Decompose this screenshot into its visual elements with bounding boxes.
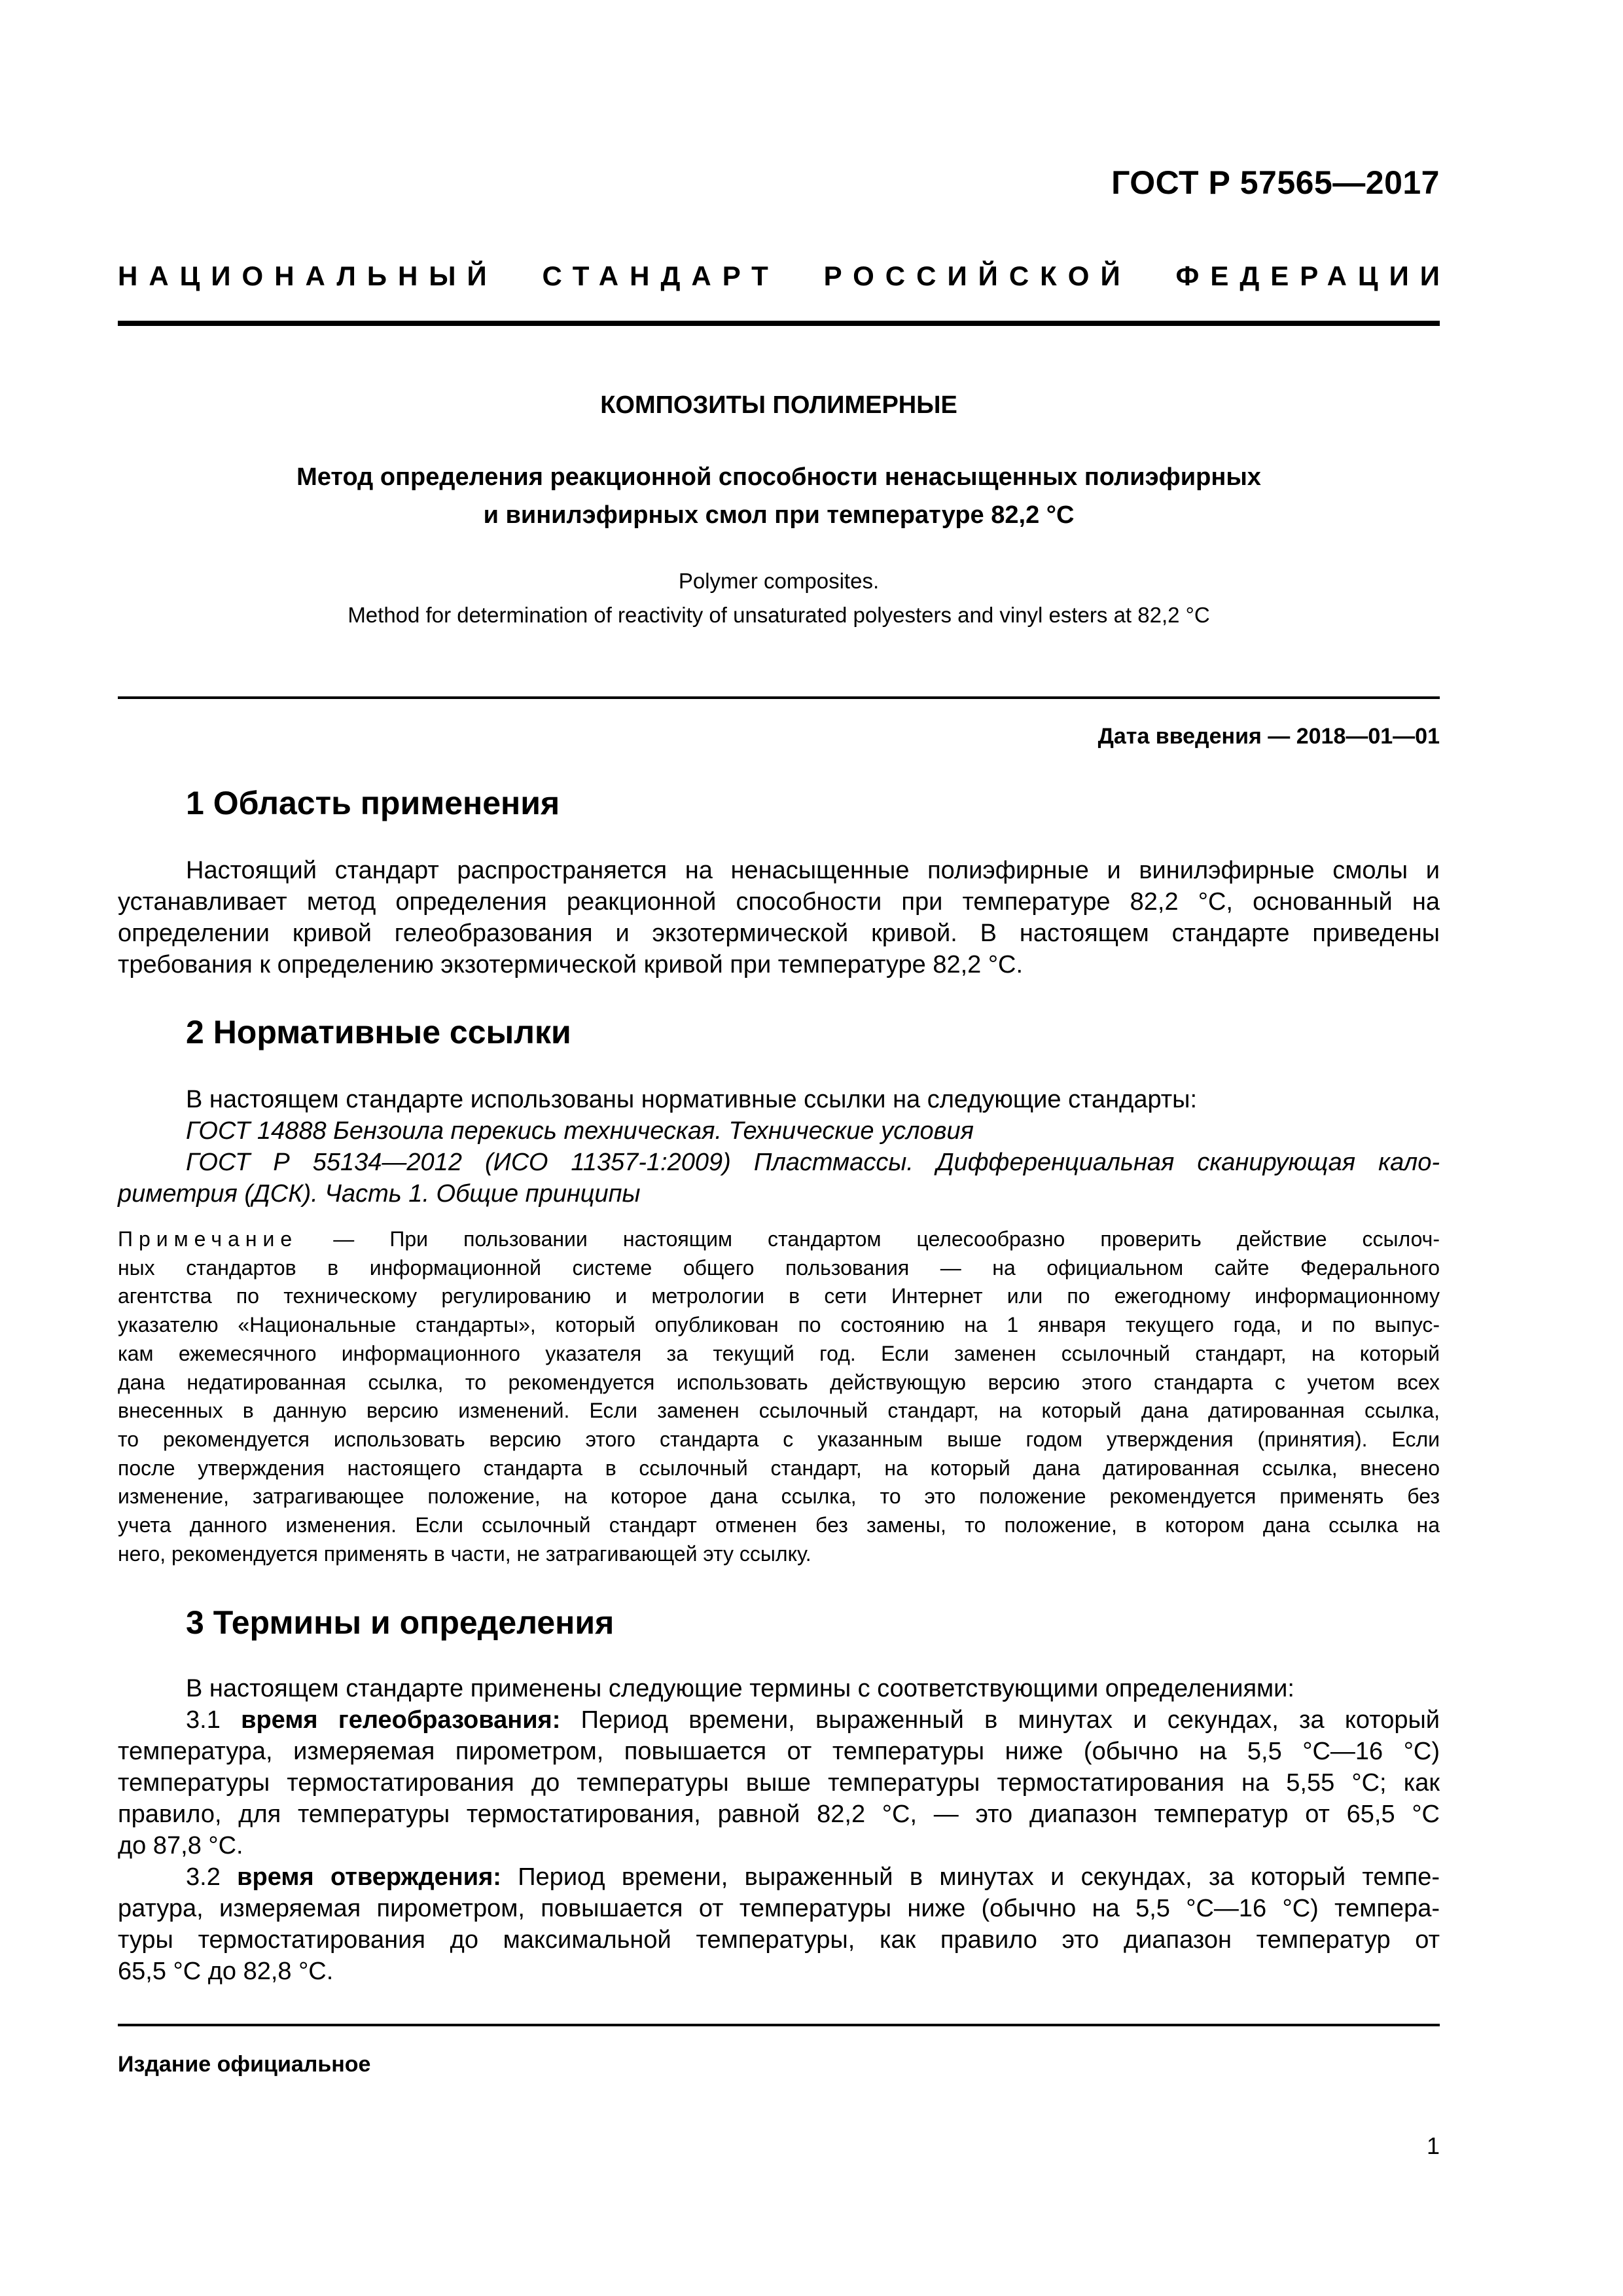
- english-title-line: Method for determination of reactivity of unsaturated polyesters and vinyl esters at 82,2 °C: [348, 603, 1210, 627]
- section-3-heading: 3 Термины и определения: [186, 1604, 615, 1641]
- note-line: изменение, затрагивающее положение, на которое дана ссылка, то это положение рекомендуется применять без: [118, 1484, 1440, 1509]
- banner-word: СТАНДАРТ: [542, 260, 779, 291]
- subtitle-line: Метод определения реакционной способности ненасыщенных полиэфирных: [296, 463, 1261, 491]
- note-line: после утверждения настоящего стандарта в ссылочный стандарт, на который дана датированная ссылка, внесено: [118, 1456, 1440, 1480]
- document-title: КОМПОЗИТЫ ПОЛИМЕРНЫЕ: [600, 391, 957, 419]
- subtitle-line: и винилэфирных смол при температуре 82,2 °С: [483, 501, 1075, 529]
- note-line: указателю «Национальные стандарты», который опубликован по состоянию на 1 января текущего года, и по выпус-: [118, 1313, 1440, 1337]
- banner-word: НАЦИОНАЛЬНЫЙ: [118, 260, 498, 291]
- document-subtitle: [118, 458, 1440, 534]
- banner-word: ФЕДЕРАЦИИ: [1175, 260, 1451, 291]
- gost-id: ГОСТ Р 57565—2017: [1111, 164, 1440, 201]
- text-line: правило, для температуры термостатирования, равной 82,2 °С, — это диапазон температур от 65,5 °С: [118, 1801, 1440, 1828]
- term-3-1: [118, 1704, 1440, 1861]
- section-2-heading: 2 Нормативные ссылки: [186, 1014, 571, 1050]
- section-3-intro: В настоящем стандарте применены следующие термины с соответствующими определениями:: [186, 1675, 1294, 1702]
- reference-item: ГОСТ 14888 Бензоила перекись техническая. Технические условия: [186, 1117, 974, 1145]
- note-block: [118, 1225, 1440, 1568]
- section-2-intro: В настоящем стандарте использованы нормативные ссылки на следующие стандарты:: [186, 1086, 1198, 1113]
- text-line: температура, измеряемая пирометром, повышается от температуры ниже (обычно на 5,5 °С—16 °С): [118, 1738, 1440, 1765]
- banner-word: РОССИЙСКОЙ: [823, 260, 1132, 291]
- document-page: [118, 0, 1451, 2296]
- english-title: [118, 564, 1440, 632]
- header-divider: [118, 321, 1440, 326]
- note-line: него, рекомендуется применять в части, не затрагивающей эту ссылку.: [118, 1541, 812, 1566]
- note-line: учета данного изменения. Если ссылочный стандарт отменен без замены, то положение, в котором дана ссылка на: [118, 1513, 1440, 1537]
- text-line: ратура, измеряемая пирометром, повышается от температуры ниже (обычно на 5,5 °С—16 °С) темпера-: [118, 1895, 1440, 1922]
- text-line: температуры термостатирования до температуры выше температуры термостатирования на 5,55 °С; как: [118, 1769, 1440, 1797]
- english-title-line: Polymer composites.: [678, 569, 880, 593]
- footer-divider: [118, 2024, 1440, 2026]
- term-name: время отверждения:: [237, 1863, 501, 1891]
- note-line: кам ежемесячного информационного указателя за текущий год. Если заменен ссылочный стандарт, на который: [118, 1341, 1440, 1365]
- text-line: определении кривой гелеобразования и экзотермической кривой. В настоящем стандарте приведены: [118, 920, 1440, 947]
- section-1-heading: 1 Область применения: [186, 785, 560, 821]
- page-number: 1: [1426, 2132, 1440, 2159]
- note-label: Примечание: [118, 1227, 298, 1251]
- text-line: требования к определению экзотермической кривой при температуре 82,2 °С.: [118, 951, 1024, 978]
- note-line: внесенных в данную версию изменений. Если заменен ссылочный стандарт, на который дана датированная ссылка,: [118, 1399, 1440, 1423]
- title-divider: [118, 696, 1440, 699]
- text-line: устанавливает метод определения реакционной способности при температуре 82,2 °С, основанный на: [118, 888, 1440, 916]
- text-line: 3.1 время гелеобразования: Период времени, выраженный в минутах и секундах, за который: [186, 1706, 1440, 1734]
- note-line: дана недатированная ссылка, то рекомендуется использовать действующую версию этого стандарта с учетом всех: [118, 1370, 1440, 1394]
- text-line: 3.2 время отверждения: Период времени, выраженный в минутах и секундах, за который темпе-: [186, 1863, 1440, 1891]
- reference-item: ГОСТ Р 55134—2012 (ИСО 11357-1:2009) Пластмассы. Дифференциальная сканирующая кало-: [186, 1149, 1440, 1176]
- edition-label: Издание официальное: [118, 2052, 371, 2077]
- term-name: время гелеобразования:: [241, 1706, 561, 1734]
- introduction-date: Дата введения — 2018—01—01: [1097, 724, 1440, 749]
- note-line: то рекомендуется использовать версию этого стандарта с указанным выше годом утверждения (принятия). Если: [118, 1427, 1440, 1451]
- reference-continuation: риметрия (ДСК). Часть 1. Общие принципы: [118, 1180, 641, 1208]
- note-line: Примечание — При пользовании настоящим стандартом целесообразно проверить действие ссылоч-: [118, 1227, 1440, 1251]
- text-line: туры термостатирования до максимальной температуры, как правило это диапазон температур от: [118, 1926, 1440, 1954]
- note-line: ных стандартов в информационной системе общего пользования — на официальном сайте Федерального: [118, 1255, 1440, 1280]
- national-standard-banner: [118, 260, 1451, 292]
- text-line: Настоящий стандарт распространяется на ненасыщенные полиэфирные и винилэфирные смолы и: [186, 857, 1440, 884]
- note-line: агентства по техническому регулированию и метрологии в сети Интернет или по ежегодному информационному: [118, 1284, 1440, 1308]
- text-line: до 87,8 °С.: [118, 1832, 243, 1859]
- term-3-2: [118, 1861, 1440, 1987]
- text-line: 65,5 °С до 82,8 °С.: [118, 1958, 334, 1985]
- section-1-text: [118, 855, 1440, 980]
